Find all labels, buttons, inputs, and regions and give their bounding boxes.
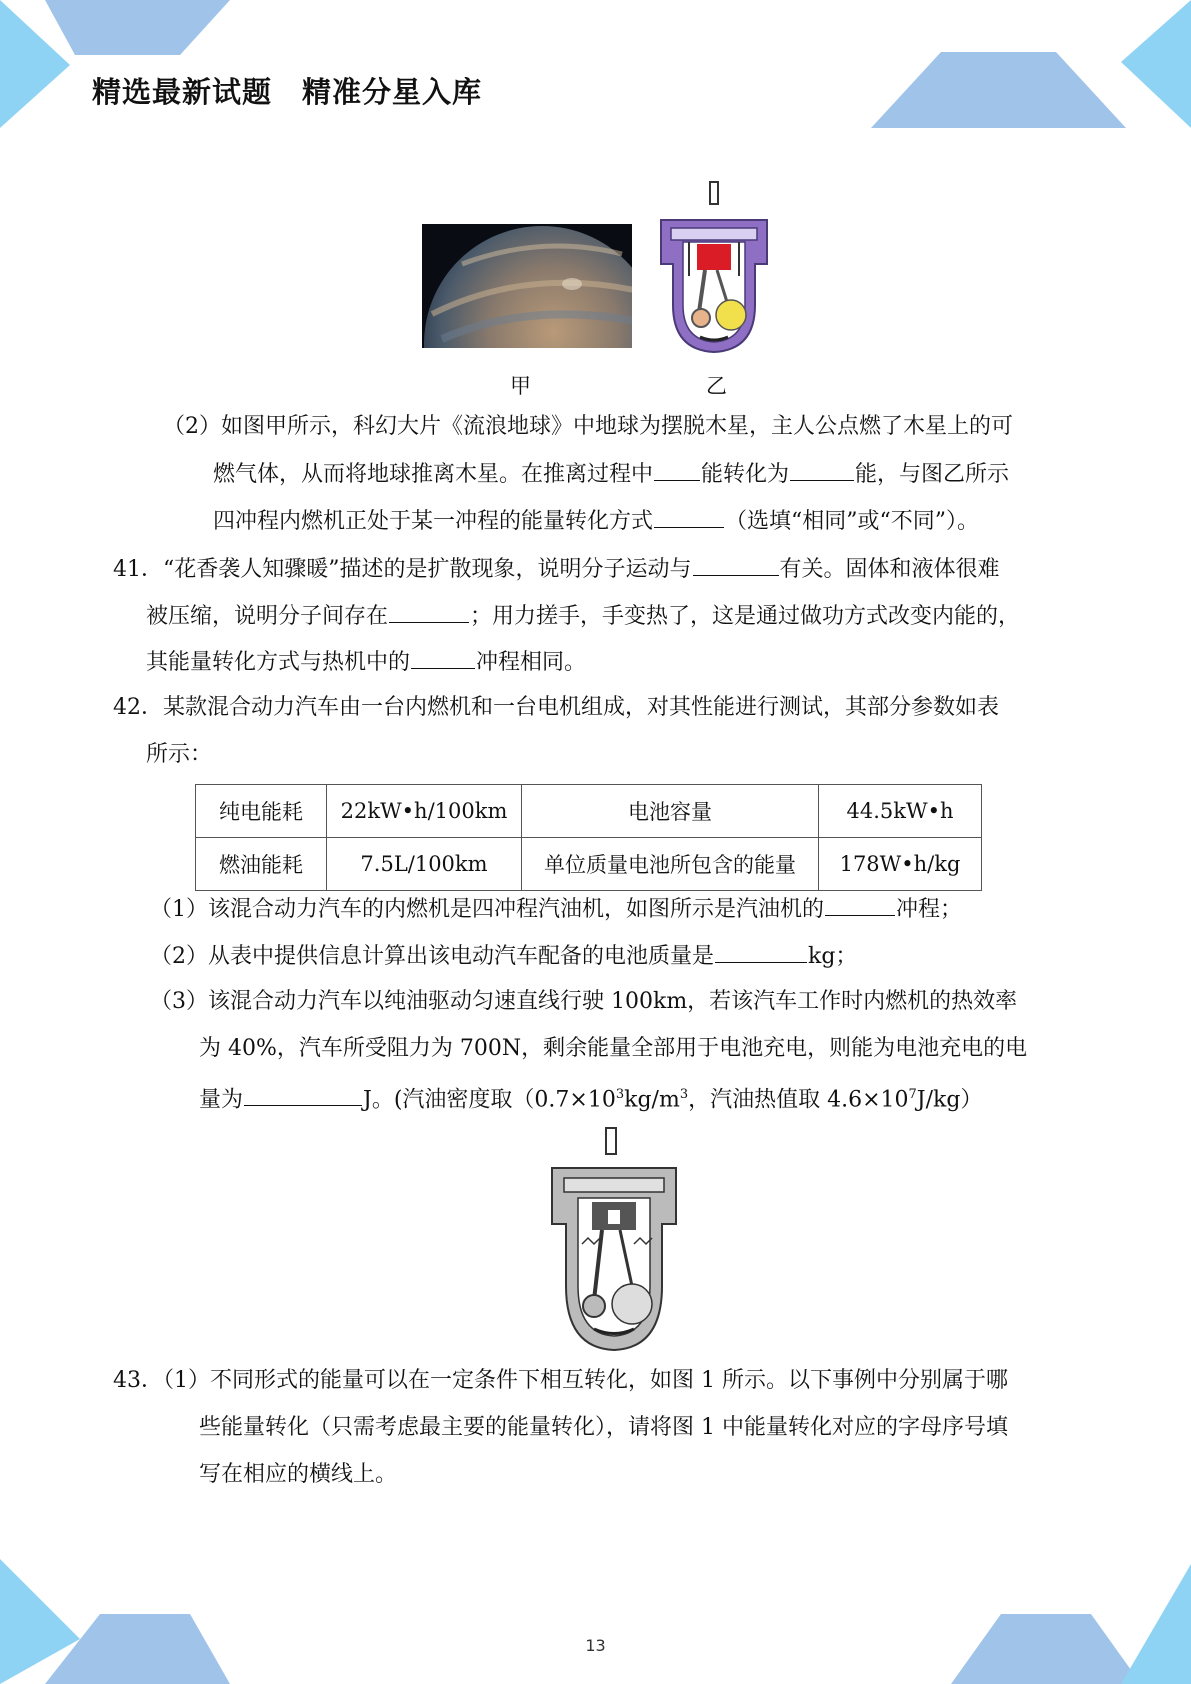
q42-sub3-line2: 为 40%，汽车所受阻力为 700N，剩余能量全部用于电池充电，则能为电池充电的电 [199,1036,1028,1061]
header-title-part1: 精选最新试题 [92,75,273,109]
figure-caption-yi: 乙 [706,374,727,398]
q40-2-line1: （2）如图甲所示，科幻大片《流浪地球》中地球为摆脱木星，主人公点燃了木星上的可 [163,414,1013,439]
corner-decoration-top-right [871,0,1191,130]
table-cell: 44.5kW•h [819,785,982,838]
table-row [196,838,982,891]
table-cell: 纯电能耗 [196,785,327,838]
answer-blank[interactable] [654,458,700,481]
header-title-part2: 精准分星入库 [302,75,483,109]
answer-blank[interactable] [389,600,469,623]
q42-sub2: （2）从表中提供信息计算出该电动汽车配备的电池质量是 kg； [150,940,857,972]
engine-diagram-colored [655,180,773,360]
q41-line2: 被压缩，说明分子间存在 ；用力搓手，手变热了，这是通过做功方式改变内能的， [146,600,1020,632]
answer-blank[interactable] [411,646,475,669]
corner-decoration-bottom-right [931,1544,1191,1684]
q42-line2: 所示： [146,742,213,767]
q43-line2: 些能量转化（只需考虑最主要的能量转化），请将图 1 中能量转化对应的字母序号填 [199,1415,1008,1440]
figure-caption-jia: 甲 [510,374,531,398]
table-cell: 电池容量 [522,785,819,838]
q40-2-line2: 燃气体，从而将地球推离木星。在推离过程中 能转化为 能，与图乙所示 [213,458,1009,490]
q41-line1: 41．“花香袭人知骤暖”描述的是扩散现象，说明分子运动与 有关。固体和液体很难 [113,553,1000,585]
table-cell: 178W•h/kg [819,838,982,891]
q42-sub1: （1）该混合动力汽车的内燃机是四冲程汽油机，如图所示是汽油机的 冲程； [150,893,962,925]
answer-blank[interactable] [715,940,807,963]
q42-sub3-line3: 量为 J。(汽油密度取（$0.7\times 10^3kg/m^3$，汽油热值取 $4.6\times 10^7J/kg$） [199,1080,982,1115]
page-header [92,70,512,111]
answer-blank[interactable] [654,505,724,528]
table-cell: 单位质量电池所包含的能量 [522,838,819,891]
answer-blank[interactable] [790,458,854,481]
answer-blank[interactable] [244,1083,362,1106]
q42-line1: 42．某款混合动力汽车由一台内燃机和一台电机组成，对其性能进行测试，其部分参数如表 [113,695,999,720]
table-cell: 7.5L/100km [327,838,522,891]
page-number: 13 [585,1636,606,1655]
answer-blank[interactable] [825,893,895,916]
jupiter-image [422,224,632,348]
table-cell: 燃油能耗 [196,838,327,891]
parameter-table [195,784,982,891]
table-cell: 22kW•h/100km [327,785,522,838]
table-row [196,785,982,838]
q41-line3: 其能量转化方式与热机中的 冲程相同。 [146,646,586,678]
answer-blank[interactable] [693,553,779,576]
q43-line1: 43．（1）不同形式的能量可以在一定条件下相互转化，如图 1 所示。以下事例中分别属于哪 [113,1368,1008,1393]
engine-diagram-grayscale [548,1126,680,1354]
q40-2-line3: 四冲程内燃机正处于某一冲程的能量转化方式 （选填“相同”或“不同”）。 [213,505,979,537]
q42-sub3-line1: （3）该混合动力汽车以纯油驱动匀速直线行驶 100km，若该汽车工作时内燃机的热效率 [150,989,1018,1014]
q43-line3: 写在相应的横线上。 [199,1462,398,1487]
corner-decoration-bottom-left [0,1544,240,1684]
